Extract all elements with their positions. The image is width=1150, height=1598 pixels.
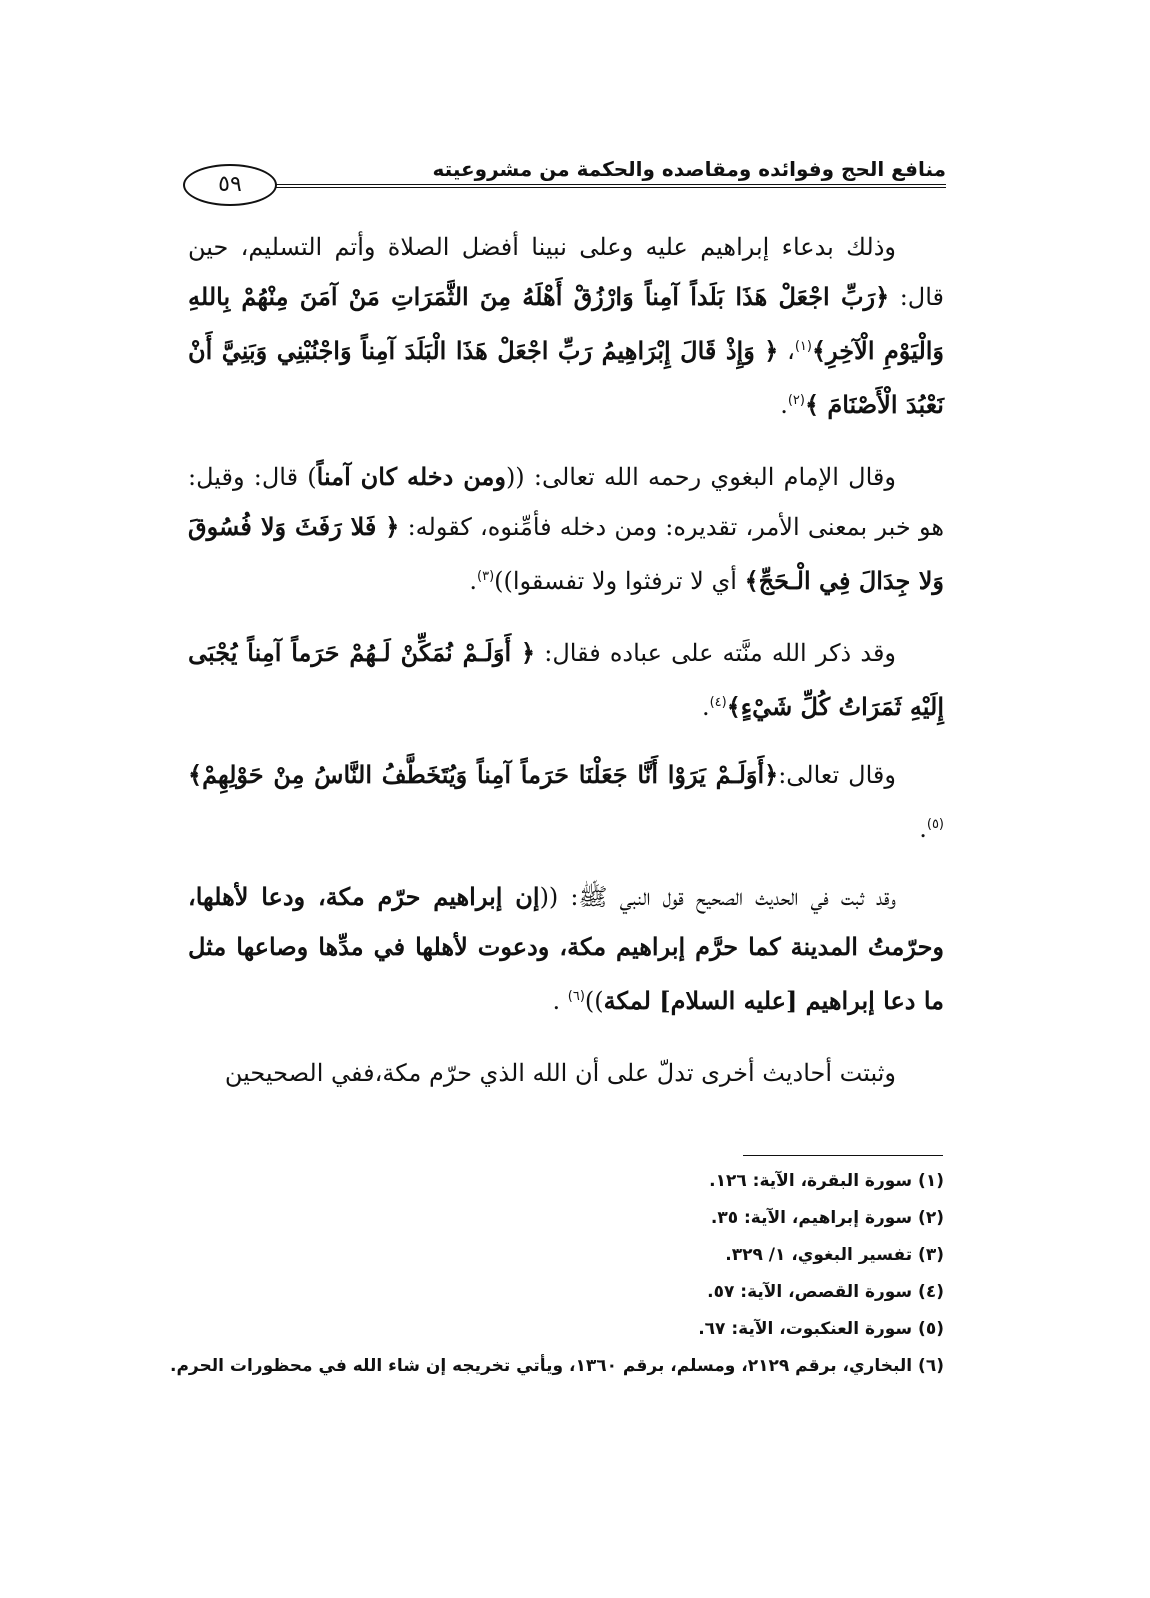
text-run: )) (584, 987, 604, 1015)
footnote-ref: (٣) (477, 569, 495, 584)
quran-verse: ﴿أَوَلَـمْ يَرَوْا أَنَّا جَعَلْنَا حَرَماً آمِناً وَيُتَخَطَّفُ النَّاسُ مِنْ حَوْلِهِمْ﴾ (188, 760, 779, 789)
text-run: . (780, 391, 788, 419)
footnote-item: (٤) سورة القصص، الآية: ٥٧. (707, 1282, 944, 1302)
header-double-rule (263, 184, 946, 188)
text-run: وذلك بدعاء إبراهيم عليه وعلى نبينا أفضل الصلاة وأتم التسليم، حين قال: (188, 233, 945, 311)
paragraph (188, 452, 944, 606)
text-run: . (701, 693, 710, 721)
text-run: . (552, 987, 568, 1015)
body-text (188, 222, 944, 1120)
footnote-item: (٥) سورة العنكبوت، الآية: ٦٧. (698, 1319, 944, 1339)
page-number-badge: ٥٩ (183, 164, 277, 206)
footnote-ref: (٦) (567, 989, 585, 1004)
text-run: وقال الإمام البغوي رحمه الله تعالى: (( (505, 463, 896, 491)
paragraph (188, 1048, 944, 1098)
quoted-text: إن إبراهيم حرّم مكة، ودعا لأهلها، وحرّمتُ المدينة كما حرَّم إبراهيم مكة، ودعوت لأهلها في مدِّها وصاعها مثل ما دعا إبراهيم [عليه السلام] لمكة (188, 882, 944, 1015)
paragraph (188, 750, 944, 854)
footnote-item: (٦) البخاري، برقم ٢١٢٩، ومسلم، برقم ١٣٦٠، ويأتي تخريجه إن شاء الله في محظورات الحرم. (170, 1356, 944, 1376)
paragraph (188, 628, 944, 732)
footnote-item: (٣) تفسير البغوي، ١/ ٣٢٩. (725, 1245, 944, 1265)
footnote-item: (٢) سورة إبراهيم، الآية: ٣٥. (710, 1208, 944, 1228)
text-run: . (919, 815, 927, 843)
footnote-ref: (٤) (709, 695, 727, 710)
quoted-text: ومن دخله كان آمناً (316, 462, 506, 491)
footnote-ref: (٥) (926, 817, 944, 832)
quran-verse: ﴿ وَإِذْ قَالَ إِبْرَاهِيمُ رَبِّ اجْعَلْ هَذَا الْبَلَدَ آمِناً وَاجْنُبْنِي وَبَنِيَّ أَنْ نَعْبُدَ الْأَصْنَامَ ﴾ (188, 336, 944, 419)
footnote-separator (743, 1155, 943, 1156)
paragraph (188, 222, 944, 430)
text-run: ، (778, 337, 795, 365)
quran-verse: ﴿رَبِّ اجْعَلْ هَذَا بَلَداً آمِناً وَارْزُقْ أَهْلَهُ مِنَ الثَّمَرَاتِ مَنْ آمَنَ مِنْهُمْ بِاللهِ وَالْيَوْمِ الْآخِرِ﴾ (188, 282, 945, 365)
text-run: ) قال: وقيل: هو خبر بمعنى الأمر، تقديره: ومن دخله فأمِّنوه، كقوله: (188, 463, 944, 541)
quran-verse: ﴿ فَلا رَفَثَ وَلا فُسُوقَ وَلا جِدَالَ فِي الْـحَجِّ﴾ (188, 512, 944, 595)
text-run: . (469, 567, 477, 595)
quran-verse: ﴿ أَوَلَـمْ نُمَكِّنْ لَـهُمْ حَرَماً آمِناً يُجْبَى إِلَيْهِ ثَمَرَاتُ كُلِّ شَيْءٍ﴾ (188, 638, 944, 721)
footnote-ref: (٢) (787, 393, 805, 408)
footnotes (170, 1163, 944, 1385)
header-title: منافع الحج وفوائده ومقاصده والحكمة من مشروعيته (432, 157, 946, 181)
running-header (183, 155, 946, 203)
text-run: وثبتت أحاديث أخرى تدلّ على أن الله الذي حرّم مكة،ففي الصحيحين (224, 1059, 896, 1087)
footnote-item: (١) سورة البقرة، الآية: ١٢٦. (709, 1171, 944, 1191)
text-run: أي لا ترفثوا ولا تفسقوا)) (494, 567, 745, 595)
footnote-ref: (١) (794, 339, 812, 354)
text-run: وقال تعالى: (778, 761, 896, 789)
paragraph (188, 872, 944, 1026)
text-run: وقد ذكر الله منَّته على عباده فقال: (535, 639, 897, 667)
text-run: وقد ثبت في الحديث الصحيح قول النبي ﷺ: (( (539, 883, 896, 911)
